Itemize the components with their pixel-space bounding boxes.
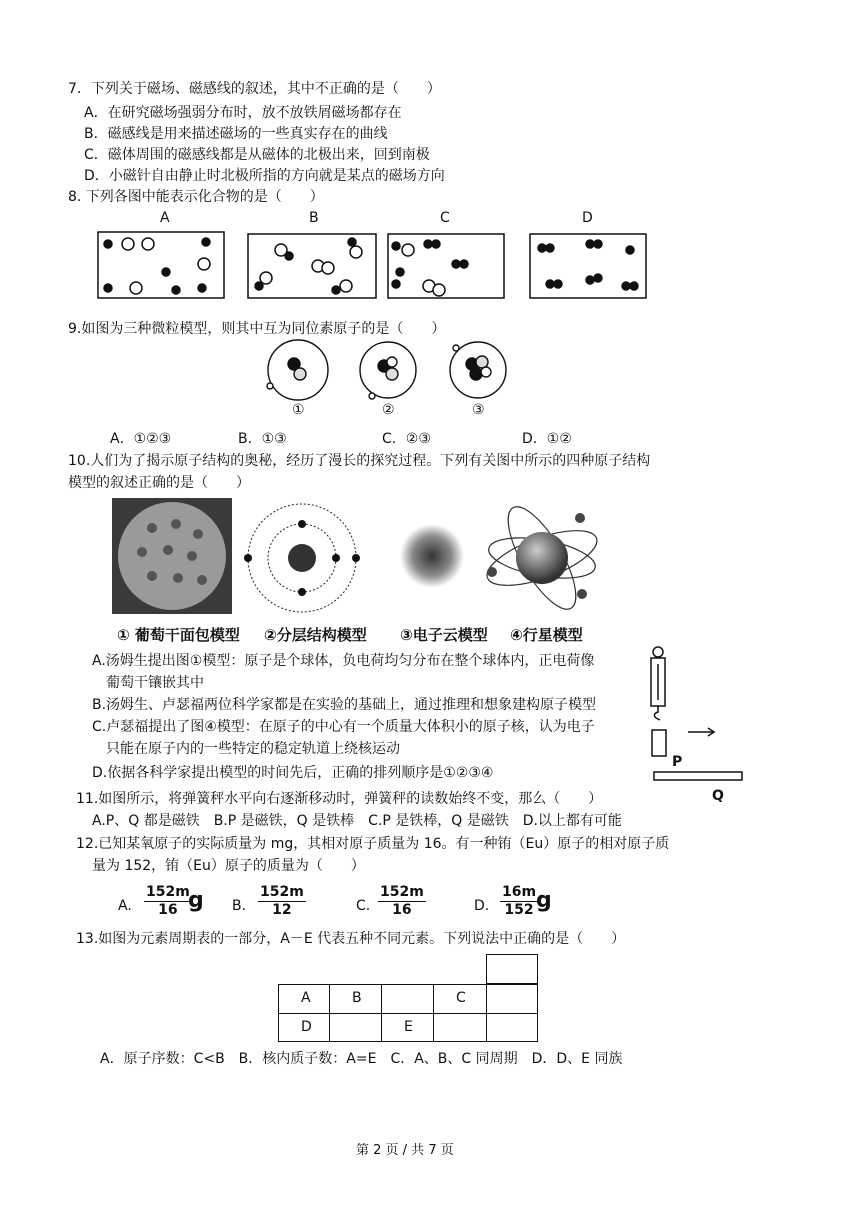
q9-fig-label-3: ③ — [472, 402, 485, 418]
q11-options: A.P、Q 都是磁铁 B.P 是磁铁，Q 是铁棒 C.P 是铁棒，Q 是磁铁 D.以上都有可能 — [92, 813, 622, 829]
q12-option-a-letter: A. — [118, 898, 132, 914]
q12-stem-line2: 量为 152，铕（Eu）原子的质量为（ ） — [92, 858, 365, 874]
q8-stem: 8. 下列各图中能表示化合物的是（ ） — [68, 189, 324, 205]
q10-stem-line1: 10.人们为了揭示原子结构的奥秘，经历了漫长的探究过程。下列有关图中所示的四种原子结构 — [68, 453, 651, 469]
q12-option-a-numerator: 152m — [146, 884, 190, 900]
pt-cell-top-right — [486, 954, 538, 984]
q11-spring-scale-figure — [644, 644, 748, 784]
pt-cell-a: A — [278, 984, 330, 1014]
q7-stem: 7．下列关于磁场、磁感线的叙述，其中不正确的是（ ） — [68, 81, 441, 97]
pt-cell-empty-1 — [381, 984, 434, 1014]
q12-option-a-denominator: 16 — [158, 902, 178, 918]
pt-cell-e: E — [381, 1013, 434, 1042]
q10-caption-3: ③电子云模型 — [400, 626, 488, 644]
q9-option-c: C．②③ — [382, 431, 431, 447]
q10-stem-line2: 模型的叙述正确的是（ ） — [68, 475, 250, 491]
q7-option-d: D．小磁针自由静止时北极所指的方向就是某点的磁场方向 — [84, 168, 445, 184]
pt-cell-b: B — [329, 984, 382, 1014]
q8-label-d: D — [582, 210, 593, 226]
q12-option-c-numerator: 152m — [380, 884, 424, 900]
q8-particle-figures — [96, 230, 650, 302]
q12-stem-line1: 12.已知某氧原子的实际质量为 mg，其相对原子质量为 16。有一种铕（Eu）原子的相对原子质 — [76, 836, 670, 852]
q12-option-c-fraction — [378, 884, 426, 919]
q9-option-d: D．①② — [522, 431, 572, 447]
q12-option-c-letter: C. — [356, 898, 371, 914]
q12-option-d-fraction — [500, 884, 538, 919]
q7-option-a: A．在研究磁场强弱分布时，放不放铁屑磁场都存在 — [84, 105, 402, 121]
q12-option-a-fraction — [144, 884, 192, 919]
q9-stem: 9.如图为三种微粒模型，则其中互为同位素原子的是（ ） — [68, 321, 446, 337]
q10-caption-2: ②分层结构模型 — [264, 626, 367, 644]
q8-label-a: A — [160, 210, 170, 226]
q7-option-b: B．磁感线是用来描述磁场的一些真实存在的曲线 — [84, 126, 388, 142]
q10-caption-1: ① 葡萄干面包模型 — [117, 626, 240, 644]
q10-caption-4: ④行星模型 — [510, 626, 583, 644]
q10-option-d: D.依据各科学家提出模型的时间先后，正确的排列顺序是①②③④ — [92, 765, 494, 781]
pt-cell-empty-5 — [486, 1013, 538, 1042]
q12-option-b-letter: B. — [232, 898, 247, 914]
q12-option-d-letter: D. — [474, 898, 490, 914]
q13-options: A．原子序数：C<B B．核内质子数：A=E C．A、B、C 同周期 D．D、E 同族 — [100, 1051, 623, 1067]
q12-option-a-unit: g — [188, 888, 204, 913]
q9-option-b: B．①③ — [238, 431, 287, 447]
q12-option-b-fraction — [258, 884, 306, 919]
q9-option-a: A．①②③ — [110, 431, 172, 447]
q12-option-d-denominator: 152 — [504, 902, 534, 918]
q12-option-d-unit: g — [536, 888, 552, 913]
q11-label-q: Q — [712, 788, 724, 804]
page-footer: 第 2 页 / 共 7 页 — [356, 1143, 454, 1158]
q8-label-c: C — [440, 210, 450, 226]
pt-cell-c: C — [433, 984, 487, 1014]
pt-cell-empty-2 — [486, 984, 538, 1014]
pt-cell-empty-3 — [329, 1013, 382, 1042]
q12-option-b-numerator: 152m — [260, 884, 304, 900]
q10-option-a: A.汤姆生提出图①模型：原子是个球体，负电荷均匀分布在整个球体内，正电荷像 — [92, 653, 595, 669]
q8-label-b: B — [309, 210, 319, 226]
q10-option-c-cont: 只能在原子内的一些特定的稳定轨道上绕核运动 — [106, 741, 400, 757]
q10-option-c: C.卢瑟福提出了图④模型：在原子的中心有一个质量大体积小的原子核，认为电子 — [92, 719, 595, 735]
q10-option-b: B.汤姆生、卢瑟福两位科学家都是在实验的基础上，通过推理和想象建构原子模型 — [92, 697, 597, 713]
q11-label-p: P — [672, 754, 683, 770]
q10-option-a-cont: 葡萄干镶嵌其中 — [106, 675, 204, 691]
q9-atom-models — [260, 338, 510, 406]
q9-fig-label-1: ① — [292, 402, 305, 418]
pt-cell-empty-4 — [433, 1013, 487, 1042]
q13-stem: 13.如图为元素周期表的一部分，A－E 代表五种不同元素。下列说法中正确的是（ ） — [76, 931, 626, 947]
q11-stem: 11.如图所示，将弹簧秤水平向右逐渐移动时，弹簧秤的读数始终不变，那么（ ） — [76, 791, 603, 807]
q10-atom-model-images — [112, 494, 602, 618]
q12-option-c-denominator: 16 — [392, 902, 412, 918]
pt-cell-d: D — [278, 1013, 330, 1042]
q12-option-b-denominator: 12 — [272, 902, 292, 918]
q12-option-d-numerator: 16m — [502, 884, 537, 900]
q9-fig-label-2: ② — [382, 402, 395, 418]
q7-option-c: C．磁体周围的磁感线都是从磁体的北极出来，回到南极 — [84, 147, 430, 163]
